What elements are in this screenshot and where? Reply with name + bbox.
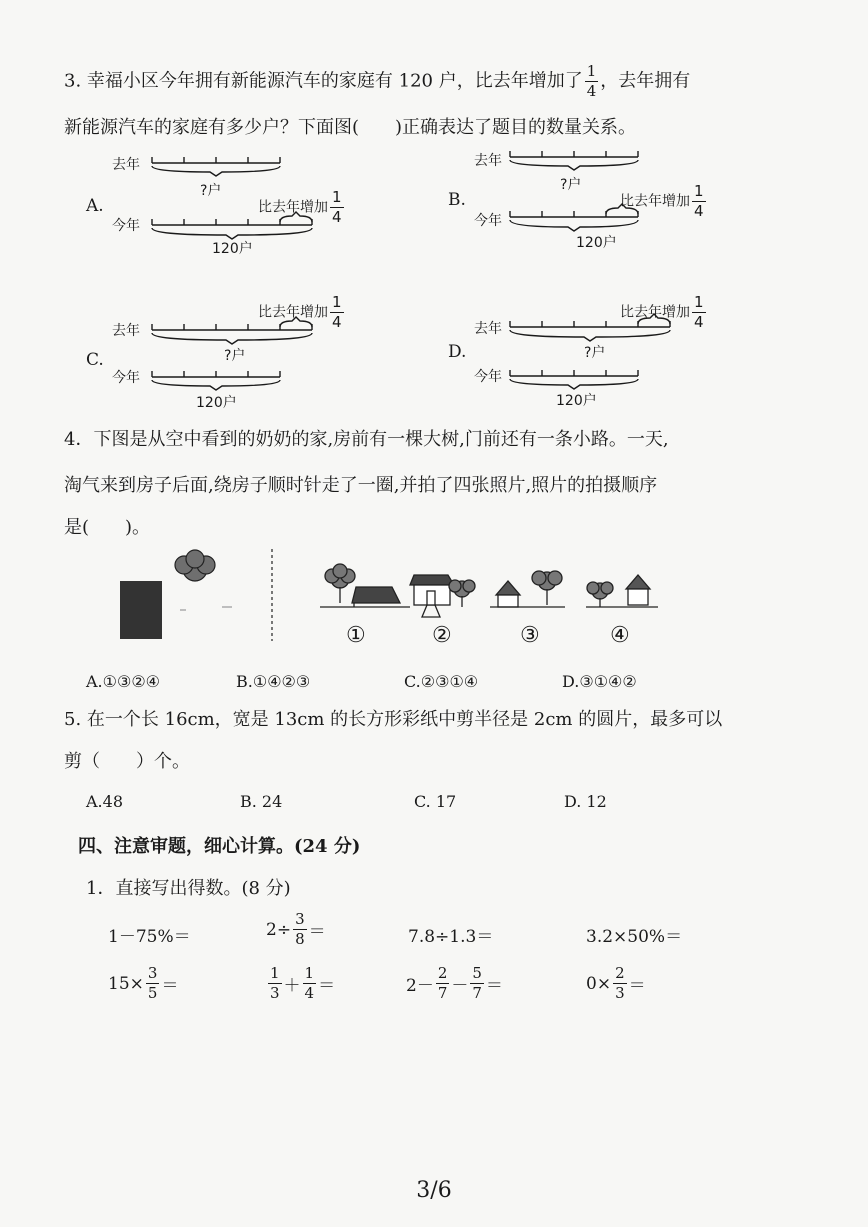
option-c-letter[interactable]: C. <box>86 350 104 370</box>
option-b-letter[interactable]: B. <box>448 190 466 210</box>
calc-1-2: 2÷ $\frac{3}{8}$ ＝ <box>266 910 326 948</box>
option-a-this-year: 今年 <box>112 218 140 234</box>
option-b-this-year: 今年 <box>474 213 502 229</box>
q3-line1 <box>64 64 690 99</box>
q3-text-a: 3. 幸福小区今年拥有新能源汽车的家庭有 120 户，比去年增加了 <box>64 70 583 92</box>
section-4-title: 四、注意审题，细心计算。(24 分) <box>78 836 361 857</box>
option-a-increase: 比去年增加 $\frac{1}{4}$ <box>258 188 342 226</box>
calc-2-3: 2－ $\frac{2}{7}$ － $\frac{5}{7}$ ＝ <box>406 964 503 1002</box>
q4-figure <box>110 545 670 655</box>
calc-1-1: 1－75%＝ <box>108 927 191 947</box>
q4-line1: 4．下图是从空中看到的奶奶的家,房前有一棵大树,门前还有一条小路。一天, <box>64 429 669 450</box>
photo-2 <box>410 575 475 617</box>
q5-line2: 剪（ ）个。 <box>64 751 190 772</box>
photo-label-2: ② <box>432 623 452 648</box>
photo-1 <box>320 564 410 607</box>
q4-option-d[interactable]: D.③①④② <box>562 672 637 691</box>
q4-line2: 淘气来到房子后面,绕房子顺时针走了一圈,并拍了四张照片,照片的拍摄顺序 <box>64 475 658 496</box>
q4-option-b[interactable]: B.①④②③ <box>236 672 311 691</box>
q5-option-d[interactable]: D. 12 <box>564 792 607 811</box>
q3-fraction: $\frac{1}{4}$ <box>586 62 597 100</box>
option-d-unknown: ?户 <box>584 345 606 361</box>
option-a-letter[interactable]: A. <box>86 196 104 216</box>
q5-option-c[interactable]: C. 17 <box>414 792 457 811</box>
q5-line1: 5. 在一个长 16cm，宽是 13cm 的长方形彩纸中剪半径是 2cm 的圆片，最多可以 <box>64 709 723 730</box>
option-b-unknown: ?户 <box>560 177 582 193</box>
option-d-letter[interactable]: D. <box>448 342 467 362</box>
q3-line2: 新能源汽车的家庭有多少户？下面图( )正确表达了题目的数量关系。 <box>64 117 637 138</box>
photo-4 <box>586 575 658 607</box>
house-top-view <box>120 581 162 639</box>
q4-option-a[interactable]: A.①③②④ <box>86 672 161 691</box>
option-d-increase: 比去年增加 $\frac{1}{4}$ <box>620 293 704 331</box>
page-number: 3/6 <box>416 1178 452 1203</box>
calc-1-4: 3.2×50%＝ <box>586 927 683 947</box>
q3-text-b: ，去年拥有 <box>600 70 691 92</box>
q5-option-a[interactable]: A.48 <box>86 792 123 811</box>
photo-3 <box>490 571 565 607</box>
option-d-total: 120户 <box>556 393 597 409</box>
photo-label-1: ① <box>346 623 366 648</box>
option-c-unknown: ?户 <box>224 348 246 364</box>
option-d-last-year: 去年 <box>474 321 502 337</box>
q4-option-c[interactable]: C.②③①④ <box>404 672 479 691</box>
option-a-last-year: 去年 <box>112 157 140 173</box>
photo-label-3: ③ <box>520 623 540 648</box>
calc-2-4: 0× $\frac{2}{3}$ ＝ <box>586 964 646 1002</box>
q4-line3: 是( )。 <box>64 517 151 538</box>
q5-option-b[interactable]: B. 24 <box>240 792 283 811</box>
option-a-unknown: ?户 <box>200 183 222 199</box>
option-b-last-year: 去年 <box>474 153 502 169</box>
photo-label-4: ④ <box>610 623 630 648</box>
option-c-total: 120户 <box>196 395 237 411</box>
option-b-increase: 比去年增加 $\frac{1}{4}$ <box>620 182 704 220</box>
option-c-increase: 比去年增加 $\frac{1}{4}$ <box>258 293 342 331</box>
calc-2-1: 15× $\frac{3}{5}$ ＝ <box>108 964 179 1002</box>
tree-top-view-icon <box>175 550 215 581</box>
section-4-sub: 1．直接写出得数。(8 分) <box>86 878 291 899</box>
option-a-total: 120户 <box>212 241 253 257</box>
calc-1-3: 7.8÷1.3＝ <box>408 927 494 947</box>
option-b-total: 120户 <box>576 235 617 251</box>
option-d-this-year: 今年 <box>474 369 502 385</box>
option-c-last-year: 去年 <box>112 323 140 339</box>
option-c-this-year: 今年 <box>112 370 140 386</box>
calc-2-2: $\frac{1}{3}$ ＋ $\frac{1}{4}$ ＝ <box>270 964 336 1002</box>
q3-diagrams <box>70 145 830 425</box>
